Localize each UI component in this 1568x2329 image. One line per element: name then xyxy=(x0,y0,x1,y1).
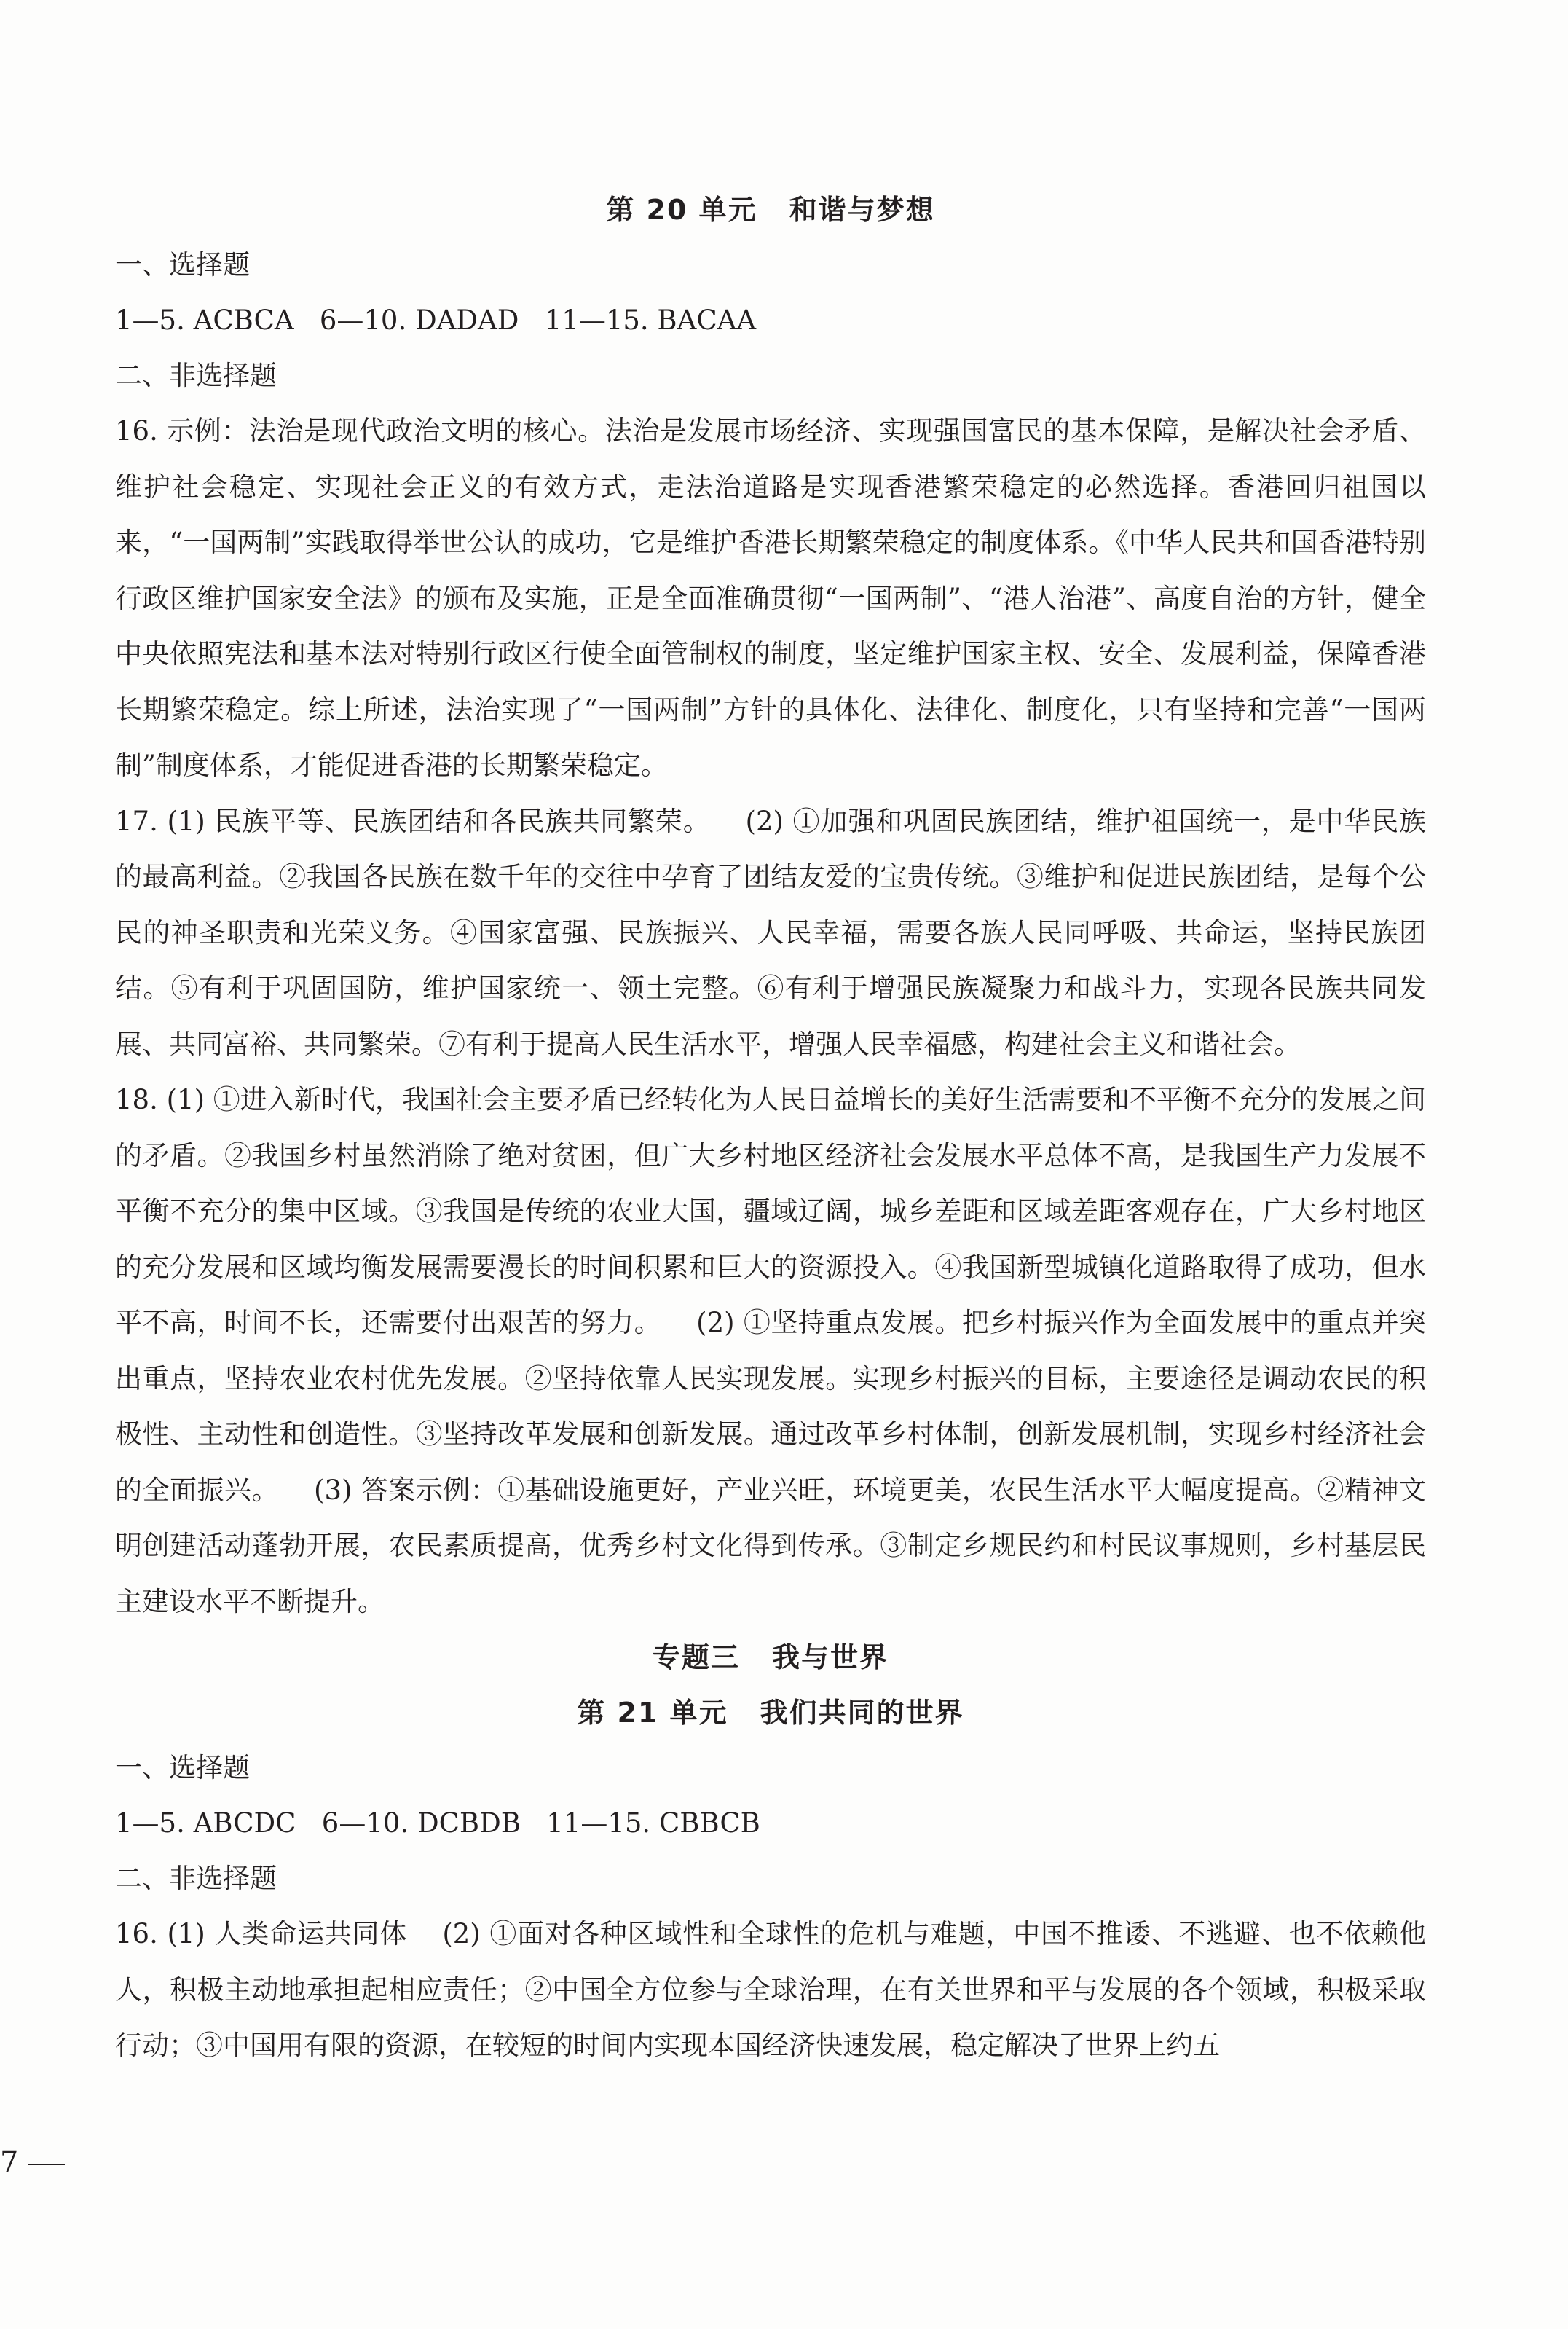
answer-group: 6—10. DCBDB xyxy=(321,1807,521,1839)
page-content xyxy=(115,182,1426,2074)
topic-3-title xyxy=(115,1630,1426,1685)
unit-21-title xyxy=(115,1685,1426,1740)
unit-20-mc-answers xyxy=(115,293,1426,348)
answer-group: 11—15. BACAA xyxy=(544,305,757,336)
unit-20-non-mc-heading: 二、非选择题 xyxy=(115,360,277,391)
page-footer xyxy=(0,2140,65,2184)
unit-20-name: 和谐与梦想 xyxy=(789,194,935,226)
page-number: 7 xyxy=(0,2145,19,2179)
answer-group: 6—10. DADAD xyxy=(319,305,519,336)
unit-20-number: 第 20 单元 xyxy=(606,194,757,226)
q18-part1: 18. (1) ①进入新时代，我国社会主要矛盾已经转化为人民日益增长的美好生活需要和不平衡不充分的发展之间的矛盾。②我国乡村虽然消除了绝对贫困，但广大乡村地区经济社会发展水平总体不高，是我国生产力发展不平衡不充分的集中区域。③我国是传统的农业大国，疆域辽阔，城乡差距和区域差距客观存在，广大乡村地区的充分发展和区域均衡发展需要漫长的时间积累和巨大的资源投入。④我国新型城镇化道路取得了成功，但水平不高，时间不长，还需要付出艰苦的努力。 xyxy=(115,1084,1426,1338)
u21-q16-part1: 16. (1) 人类命运共同体 xyxy=(115,1918,408,1949)
unit-20-title xyxy=(115,182,1426,237)
unit-21-q16 xyxy=(115,1906,1426,2074)
topic-3-name: 我与世界 xyxy=(772,1641,889,1673)
unit-20-q16: 16. 示例：法治是现代政治文明的核心。法治是发展市场经济、实现强国富民的基本保障，是解决社会矛盾、维护社会稳定、实现社会正义的有效方式，走法治道路是实现香港繁荣稳定的必然选择。香港回归祖国以来，“一国两制”实践取得举世公认的成功，它是维护香港长期繁荣稳定的制度体系。《中华人民共和国香港特别行政区维护国家安全法》的颁布及实施，正是全面准确贯彻“一国两制”、“港人治港”、高度自治的方针，健全中央依照宪法和基本法对特别行政区行使全面管制权的制度，坚定维护国家主权、安全、发展利益，保障香港长期繁荣稳定。综上所述，法治实现了“一国两制”方针的具体化、法律化、制度化，只有坚持和完善“一国两制”制度体系，才能促进香港的长期繁荣稳定。 xyxy=(115,415,1426,781)
unit-21-mc-heading: 一、选择题 xyxy=(115,1752,250,1783)
unit-20-q18 xyxy=(115,1072,1426,1630)
footer-rule xyxy=(28,2164,65,2165)
unit-21-number: 第 21 单元 xyxy=(577,1697,728,1729)
q17-part1: 17. (1) 民族平等、民族团结和各民族共同繁荣。 xyxy=(115,805,711,837)
u21-q16-part2: (2) ①面对各种区域性和全球性的危机与难题，中国不推诿、不逃避、也不依赖他人，积极主动地承担起相应责任；②中国全方位参与全球治理，在有关世界和平与发展的各个领域，积极采取行动；③中国用有限的资源，在较短的时间内实现本国经济快速发展，稳定解决了世界上约五 xyxy=(115,1918,1427,2061)
unit-20-q17 xyxy=(115,794,1426,1073)
q18-part3: (3) 答案示例：①基础设施更好，产业兴旺，环境更美，农民生活水平大幅度提高。②精神文明创建活动蓬勃开展，农民素质提高，优秀乡村文化得到传承。③制定乡规民约和村民议事规则，乡村基层民主建设水平不断提升。 xyxy=(115,1474,1427,1617)
unit-21-non-mc-heading: 二、非选择题 xyxy=(115,1863,277,1894)
unit-21-mc-answers xyxy=(115,1796,1426,1851)
unit-20-mc-heading: 一、选择题 xyxy=(115,249,250,280)
answer-group: 1—5. ABCDC xyxy=(115,1807,296,1839)
q17-part2: (2) ①加强和巩固民族团结，维护祖国统一，是中华民族的最高利益。②我国各民族在数千年的交往中孕育了团结友爱的宝贵传统。③维护和促进民族团结，是每个公民的神圣职责和光荣义务。④国家富强、民族振兴、人民幸福，需要各族人民同呼吸、共命运，坚持民族团结。⑤有利于巩固国防，维护国家统一、领土完整。⑥有利于增强民族凝聚力和战斗力，实现各民族共同发展、共同富裕、共同繁荣。⑦有利于提高人民生活水平，增强人民幸福感，构建社会主义和谐社会。 xyxy=(115,805,1426,1060)
unit-21-name: 我们共同的世界 xyxy=(760,1697,964,1729)
answer-group: 11—15. CBBCB xyxy=(546,1807,760,1839)
q18-part2: (2) ①坚持重点发展。把乡村振兴作为全面发展中的重点并突出重点，坚持农业农村优先发展。②坚持依靠人民实现发展。实现乡村振兴的目标，主要途径是调动农民的积极性、主动性和创造性。③坚持改革发展和创新发展。通过改革乡村体制，创新发展机制，实现乡村经济社会的全面振兴。 xyxy=(115,1307,1427,1506)
topic-3-number: 专题三 xyxy=(652,1641,740,1673)
answer-group: 1—5. ACBCA xyxy=(115,305,294,336)
